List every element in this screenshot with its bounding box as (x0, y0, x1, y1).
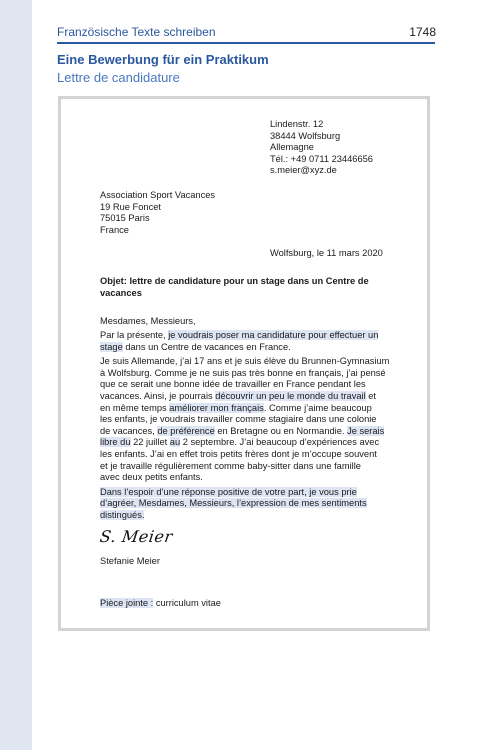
highlighted-phrase: distingués. (100, 509, 145, 520)
text-fragment: vacances. Ainsi, je pourrais (100, 390, 216, 401)
text-fragment: 2 septembre. J’ai beaucoup d’expériences avec (180, 437, 380, 448)
highlighted-phrase: libre du (100, 437, 131, 448)
highlighted-phrase: au (169, 437, 181, 448)
sender-line: 38444 Wolfsburg (270, 130, 341, 141)
recipient-line: France (100, 224, 129, 235)
text-line: avec deux petits enfants. (100, 472, 203, 483)
text-fragment: 22 juillet (130, 437, 170, 448)
sender-line: Lindenstr. 12 (270, 119, 324, 129)
sender-line: Tél.: +49 0711 23446656 (270, 153, 373, 164)
page-sidebar (0, 0, 32, 750)
letter-date: Wolfsburg, le 11 mars 2020 (270, 248, 383, 258)
letter-frame (58, 96, 430, 631)
paragraph-main (100, 356, 398, 484)
letter-subject (100, 276, 400, 299)
page-subtitle: Lettre de candidature (57, 70, 180, 85)
sender-address (270, 119, 373, 177)
enclosure-label: Pièce jointe : (100, 598, 154, 608)
highlighted-phrase: améliorer mon français (169, 402, 264, 413)
text-fragment: et (365, 390, 376, 401)
text-line: Je suis Allemande, j’ai 17 ans et je suis élève du Brunnen-Gymnasium (100, 356, 390, 367)
text-fragment: de vacances, (100, 425, 158, 436)
enclosure-value: curriculum vitae (153, 598, 221, 608)
subject-line: vacances (100, 287, 142, 298)
text-line: à Wolfsburg. Comme je ne suis pas très bonne en français, j’ai pensé (100, 367, 386, 378)
text-fragment: . Comme j’aime beaucoup (263, 402, 372, 413)
text-fragment: en Bretagne ou en Normandie. (214, 425, 348, 436)
highlighted-phrase: stage (100, 341, 123, 352)
paragraph-closing (100, 487, 398, 522)
highlighted-phrase: d’agréer, Mesdames, Messieurs, l’expression de mes sentiments (100, 498, 367, 509)
recipient-line: 19 Rue Foncet (100, 201, 161, 212)
header-divider (57, 42, 435, 44)
highlighted-phrase: je voudrais poser ma candidature pour effectuer un (168, 330, 379, 340)
recipient-line: Association Sport Vacances (100, 190, 216, 200)
page-number: 1748 (409, 25, 436, 39)
handwritten-signature: S. Meier (98, 527, 174, 546)
sender-line: s.meier@xyz.de (270, 165, 337, 176)
highlighted-phrase: de préférence (157, 425, 215, 436)
recipient-address (100, 190, 215, 236)
text-fragment: Par la présente, (100, 330, 169, 340)
section-header: Französische Texte schreiben (57, 25, 216, 39)
page-title: Eine Bewerbung für ein Praktikum (57, 52, 269, 67)
text-line: les enfants, je voudrais travailler comme stagiaire dans une colonie (100, 414, 377, 425)
text-line: les enfants. J’ai en effet trois petits frères dont je m’occupe souvent (100, 448, 377, 459)
text-fragment: dans un Centre de vacances en France. (122, 341, 291, 352)
paragraph-intro (100, 330, 398, 353)
highlighted-phrase: Dans l’espoir d’une réponse positive de votre part, je vous prie (100, 486, 357, 497)
letter-greeting: Mesdames, Messieurs, (100, 316, 196, 326)
highlighted-phrase: découvrir un peu le monde du travail (215, 390, 366, 401)
subject-line: Objet: lettre de candidature pour un stage dans un Centre de (100, 276, 369, 286)
signer-name: Stefanie Meier (100, 556, 160, 566)
sender-line: Allemagne (270, 142, 314, 153)
text-line: et je travaille régulièrement comme baby-sitter dans une famille (100, 460, 361, 471)
highlighted-phrase: Je serais (347, 425, 385, 436)
text-line: que ce serait une bonne idée de travailler en France pendant les (100, 379, 366, 390)
enclosure-note (100, 598, 221, 610)
text-fragment: en même temps (100, 402, 170, 413)
letter-body (100, 330, 398, 525)
recipient-line: 75015 Paris (100, 213, 150, 224)
